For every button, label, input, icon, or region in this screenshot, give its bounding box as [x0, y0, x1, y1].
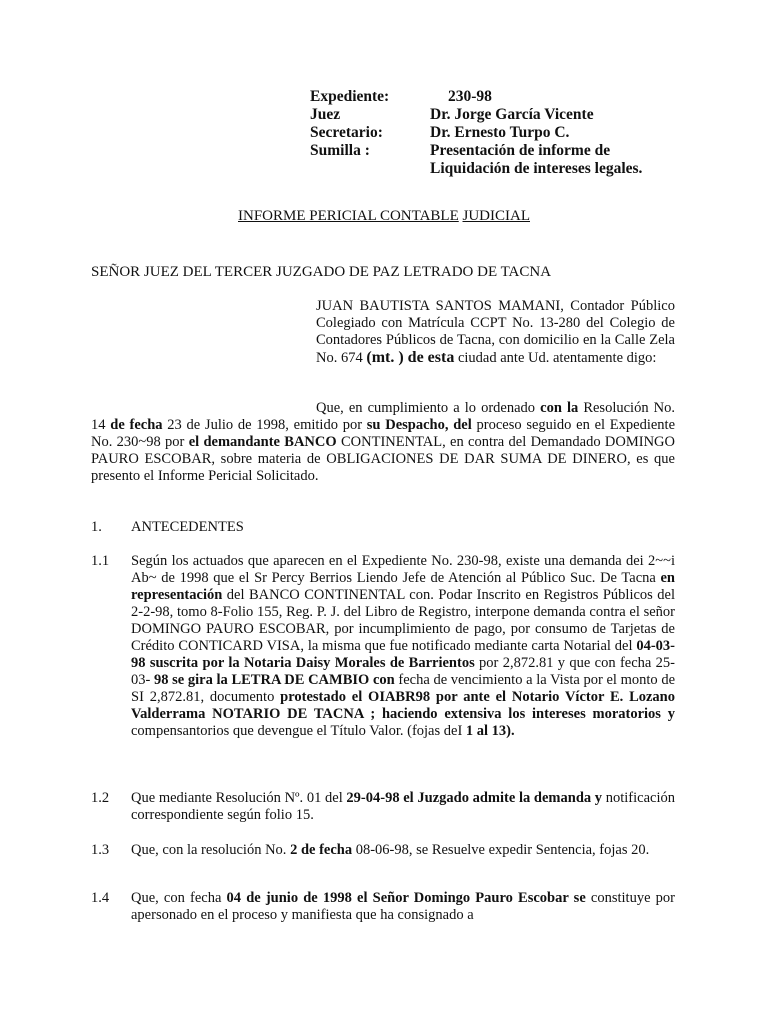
item-bold-run: 29-04-98 el Juzgado admite la demanda y — [346, 790, 603, 806]
intro-text: ciudad ante Ud. atentamente digo: — [454, 350, 657, 366]
para-bold: de fecha — [110, 417, 163, 433]
item-text-run: 08-06-98, se Resuelve expedir Sentencia, fojas 20. — [352, 842, 650, 858]
item-1-4 — [91, 890, 675, 924]
header-label — [310, 160, 430, 178]
item-number: 1.3 — [91, 842, 110, 858]
item-text — [131, 790, 675, 824]
header-label: Expediente: — [310, 88, 390, 105]
para-text: CONTINENTAL, en contra del Demandado DOMINGO PAURO ESCOBAR, sobre materia de OBLIGACIONES DE DAR SUMA DE DINERO, es que presento el Informe Pericial Solicitado. — [91, 434, 676, 484]
item-text-run: Según los actuados que aparecen en el Expediente No. 230-98, existe una demanda dei 2~~i Ab~ de 1998 que el Sr Percy Berrios Liendo Jefe de Atención al Público Suc. De Tacna — [131, 553, 675, 586]
header-value: Liquidación de intereses legales. — [430, 160, 643, 177]
item-text-run: constituye por apersonado en el proceso y manifiesta que ha consignado a — [131, 890, 675, 923]
para-bold: el demandante BANCO — [188, 434, 337, 450]
item-text — [131, 553, 675, 740]
header-row-juez — [310, 106, 690, 124]
para-text: proceso seguido en el Expediente No. 230~98 por — [91, 417, 676, 450]
item-bold-run: en representación — [131, 570, 675, 603]
header-value: 230-98 — [448, 88, 492, 105]
para-text: Que, en cumplimiento a lo ordenado — [316, 400, 541, 416]
item-text — [131, 890, 675, 924]
header-row-sumilla-cont — [310, 160, 690, 178]
item-number: 1.1 — [91, 553, 110, 569]
item-bold-run: 1 al 13). — [465, 723, 515, 739]
para-text: 23 de Julio de 1998, emitido por — [162, 417, 367, 433]
item-text-run: Que, con fecha — [131, 890, 227, 906]
item-text-run: Que, con la resolución No. — [131, 842, 291, 858]
header-value: Presentación de informe de — [430, 142, 611, 159]
item-text-run: notificación correspondiente según folio 15. — [131, 790, 675, 823]
case-header — [310, 88, 690, 178]
section-label: ANTECEDENTES — [131, 519, 244, 535]
header-label: Sumilla : — [310, 142, 370, 159]
header-label: Secretario: — [310, 124, 383, 141]
addressee: SEÑOR JUEZ DEL TERCER JUZGADO DE PAZ LETRADO DE TACNA — [91, 264, 552, 280]
document-title — [0, 208, 768, 225]
header-value: Dr. Jorge García Vicente — [430, 106, 594, 123]
header-value: Dr. Ernesto Turpo C. — [430, 124, 570, 141]
header-label: Juez — [310, 106, 341, 123]
para-text: Resolución No. 14 — [91, 400, 675, 433]
para-bold: con la — [540, 400, 579, 416]
item-number: 1.2 — [91, 790, 110, 806]
intro-text: JUAN BAUTISTA SANTOS MAMANI, Contador Público Colegiado con Matrícula CCPT No. 13-280 del Colegio de Contadores Públicos de Tacna, con domicilio en la Calle Zela No. 674 — [316, 298, 675, 366]
item-text-run: compensantorios que devengue el Título Valor. (fojas deI — [131, 723, 466, 739]
item-1-3 — [91, 842, 675, 859]
item-text-run: por 2,872.81 y que con fecha 25-03- — [131, 655, 675, 688]
header-row-sumilla — [310, 142, 690, 160]
item-bold-run: protestado el OIABR98 por ante el Notario Víctor E. Lozano Valderrama NOTARIO DE TACNA ; haciendo extensiva los intereses moratorios y — [131, 689, 675, 722]
intro-bold: (mt. ) de esta — [366, 349, 455, 366]
title-part1: INFORME PERICIAL CONTABLE — [238, 208, 459, 224]
item-text-run: Que mediante Resolución Nº. 01 del — [131, 790, 347, 806]
section-number: 1. — [91, 519, 102, 535]
item-number: 1.4 — [91, 890, 110, 906]
item-text-run: fecha de vencimiento a la Vista por el monto de SI 2,872.81, documento — [131, 672, 676, 705]
para-bold: su Despacho, del — [366, 417, 472, 433]
section-heading-antecedentes — [91, 519, 675, 536]
item-text — [131, 842, 675, 859]
item-1-2 — [91, 790, 675, 824]
item-text-run: del BANCO CONTINENTAL con. Podar Inscrito en Registros Públicos del 2-2-98, tomo 8-Folio 155, Reg. P. J. del Libro de Registro, interpone demanda contra el señor DOMINGO PAURO ESCOBAR, por incumplimiento de pago, por consumo de Tarjetas de Crédito CONTICARD VISA, la misma que fue notificado mediante carta Notarial del — [131, 587, 675, 654]
item-bold-run: 04 de junio de 1998 el Señor Domingo Pauro Escobar se — [226, 890, 586, 906]
item-1-1 — [91, 553, 675, 740]
intro-paragraph — [316, 298, 675, 367]
header-row-secretario — [310, 124, 690, 142]
item-bold-run: 04-03-98 suscrita por la Notaria Daisy Morales de Barrientos — [131, 638, 675, 671]
item-bold-run: 98 se gira la LETRA DE CAMBIO con — [154, 672, 395, 688]
item-bold-run: 2 de fecha — [290, 842, 353, 858]
title-part2: JUDICIAL — [462, 208, 530, 224]
header-row-expediente — [310, 88, 690, 106]
que-paragraph — [91, 400, 675, 485]
